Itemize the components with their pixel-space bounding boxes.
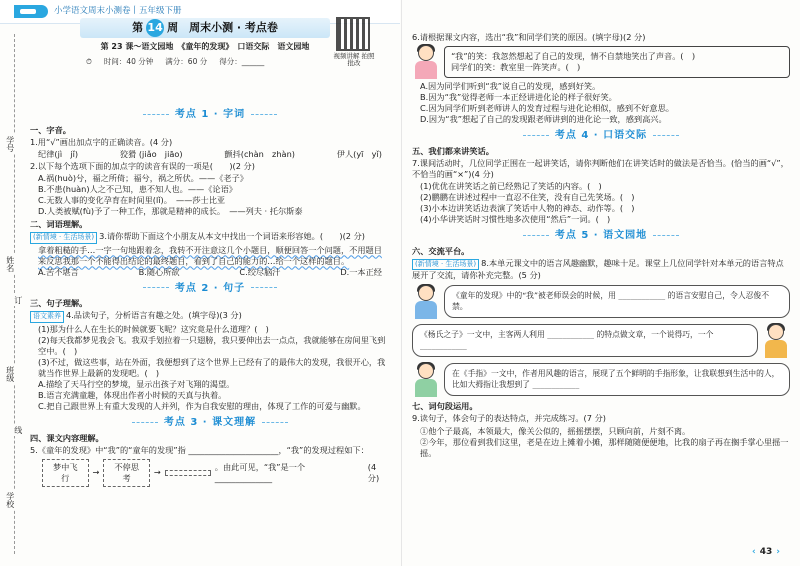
q3-excerpt: 拿着粗糙的手…一字一句地跟着念，我转不开注意这几个小题目，顺便回答一个问题，不用题目来反思我那一个不能得出结论的最终题目，看到了自己的能力的…给一个这样的题目。 — [38, 244, 382, 266]
chevron-right-icon: › — [776, 546, 780, 557]
exam-meta — [80, 57, 330, 67]
q5-score: (4 分) — [367, 461, 380, 483]
arrow-right-icon: → — [92, 467, 100, 478]
week-number-badge: 14 — [146, 19, 164, 37]
girl-avatar — [412, 45, 440, 79]
margin-label-school: 学校 — [5, 492, 15, 508]
left-column — [30, 104, 390, 490]
section-title-6: 六、交流平台。 — [412, 245, 470, 256]
section-heading-kd2: 考点 2 · 句子 — [30, 282, 390, 296]
q6-option-d: D.因为“我”想起了自己的发现跟老师讲到的进化论一致，感到高兴。 — [420, 114, 667, 125]
margin-label-class: 班级 — [5, 366, 15, 382]
section-title-4: 四、课文内容理解。 — [30, 432, 104, 443]
question-5: 5.《童年的发现》中“我”的“童年的发现”指 ______________________，“我”的发现过程如下： — [30, 444, 369, 455]
question-1: 1.用“√”画出加点字的正确读音。(4 分) — [30, 136, 173, 147]
question-7: 7.课间活动时，几位同学正围在一起讲笑话，请你判断他们在讲笑话时的做法是否恰当。(恰当的画“√”，不恰当的画“×”)(4 分) — [412, 157, 789, 179]
full-score: 满分：60 分 — [165, 56, 208, 66]
q8-tag: (新情境 · 生活场景) — [412, 259, 479, 270]
question-3 — [30, 231, 390, 243]
q4-text: 4.品读句子，分析语言有趣之处。(填字母)(3 分) — [66, 310, 242, 321]
margin-label-name: 姓名 — [5, 256, 15, 272]
question-9: 9.读句子，体会句子的表达特点，并完成练习。(7 分) — [412, 413, 606, 424]
q1-option[interactable]: 狡猾 (jiǎo jiāo) — [119, 148, 183, 159]
margin-label-student-no: 学号 — [5, 136, 15, 152]
speech-bubble: 《童年的发现》中的“我”被老师误会的时候，用 ____________ 的语言安慰自己，令人忍俊不禁。 — [444, 285, 790, 318]
dialog-row-2 — [412, 321, 790, 360]
q7-item-2: (2)鹏鹏在讲述过程中一直忍不住笑，没有自己先笑场。( ) — [420, 192, 635, 203]
score-field: 得分：______ — [219, 56, 265, 66]
q3-options — [30, 267, 390, 278]
q7-item-3: (3)小本边讲笑话边表演了笑话中人物的神态、动作等。( ) — [420, 203, 635, 214]
q4-item-2: (2)每天我都梦见我会飞。我双手划拉着一只翅膀，我只要伸出去一点点，我就能够在房间里飞到空中。( ) — [38, 334, 386, 356]
section-title-7: 七、词句段运用。 — [412, 401, 478, 412]
page-divider — [401, 0, 402, 566]
q4-option-a: A.描绘了天马行空的梦境，显示出孩子对飞翔的渴望。 — [38, 379, 235, 389]
chevron-left-icon: ‹ — [752, 546, 756, 557]
question-8 — [412, 258, 790, 282]
q3-option[interactable]: C.绞尽脑汁 — [239, 266, 281, 277]
girl-avatar — [412, 363, 440, 397]
section-title-1: 一、字音。 — [30, 124, 71, 135]
section-title-5: 五、我们都来讲笑话。 — [412, 145, 494, 156]
time-limit: 时间：40 分钟 — [103, 56, 154, 66]
clock-icon: ⏱ — [86, 56, 92, 66]
q2-option-b[interactable]: B.不患(huàn)人之不己知，患不知人也。——《论语》 — [38, 183, 237, 194]
section-heading-kd5: 考点 5 · 语文园地 — [412, 229, 790, 243]
q4-tag: 语文素养 — [30, 311, 64, 322]
q2-option-d[interactable]: D.人类被赋(fù)予了一种工作，那就是精神的成长。 ——列夫 · 托尔斯泰 — [38, 205, 303, 216]
q5-flow — [30, 459, 390, 487]
flow-step: 梦中飞行 — [42, 459, 89, 487]
q7-item-1: (1)优优在讲笑话之前已经熟记了笑话的内容。( ) — [420, 181, 602, 191]
right-column — [412, 24, 790, 459]
section-title-3: 三、句子理解。 — [30, 298, 88, 309]
q3-option[interactable]: A.苦不堪言 — [38, 266, 79, 277]
q2-option-c[interactable]: C.无数人事的变化孕育在时间里(lǐ)。 ——莎士比亚 — [38, 194, 226, 205]
q3-option[interactable]: B.随心所欲 — [138, 266, 180, 277]
q8-text: 8.本单元课文中的语言风趣幽默，趣味十足。课堂上几位同学针对本单元的语言特点展开了交流，请你补充完整。(5 分) — [412, 257, 784, 281]
section-heading-kd1: 考点 1 · 字词 — [30, 108, 390, 122]
q7-item-4: (4)小华讲笑话时习惯性地多次使用“然后”一词。( ) — [420, 214, 611, 225]
section-title-2: 二、词语理解。 — [30, 219, 88, 229]
speech-bubble: 《杨氏之子》一文中，主客两人利用 ____________ 的特点做文章，一个说得巧，一个 ____________ — [412, 324, 758, 357]
q4-option-c: C.把自己跟世界上有重大发现的人并列，作为自我安慰的理由，体现了工作的可爱与幽默。 — [38, 401, 366, 412]
arrow-right-icon: → — [153, 467, 161, 478]
q6-figure — [412, 45, 790, 79]
q4-item-3: (3)不过，做这些事，站在外面，我便想到了这个世界上已经有了的最伟大的发现，我很开心，我就当作世界上最新的发现吧。( ) — [38, 356, 386, 378]
page-title — [80, 18, 330, 38]
q4-option-b: B.语言充满童趣，体现出作者小时候的天真与执着。 — [38, 390, 227, 401]
margin-cut-2: 订 — [13, 296, 23, 304]
question-2: 2.以下每个选项下面的加点字的读音有误的一项是( )(2 分) — [30, 160, 255, 171]
title-prefix: 第 — [132, 21, 144, 34]
question-4 — [30, 310, 390, 322]
q1-option[interactable]: 伊人(yī yǐ) — [336, 148, 382, 159]
q1-options — [30, 149, 390, 160]
boy-avatar — [412, 285, 440, 319]
dialog-row-1 — [412, 282, 790, 321]
q6-option-c: C.因为同学们听到老师讲人的发育过程与进化论相似，感到不好意思。 — [420, 103, 674, 114]
q6-box-line: 同学们的笑：教室里一阵笑声。( ) — [451, 62, 581, 73]
q1-option[interactable]: 颤抖(chàn zhàn) — [224, 148, 295, 159]
scope-line: 第 23 课～语文园地 《童年的发现》 口语交际 语文园地 — [100, 42, 310, 51]
q3-option[interactable]: D.一本正经 — [340, 266, 382, 277]
flow-step-blank[interactable] — [165, 470, 211, 476]
title-suffix: 周 周末小测 · 考点卷 — [167, 21, 278, 34]
page-number — [752, 546, 780, 558]
q6-option-a: A.因为同学们听到“我”说自己的发现，感到好笑。 — [420, 81, 601, 92]
q1-option[interactable]: 纪律(jì jǐ) — [38, 148, 79, 159]
q9-item-2: ②今年，那位看到我们这里，老是在边上摊着小摊，那样随随便便地，比我的扇子再在搁手掌心里摇一摇。 — [420, 436, 789, 458]
series-title: 小学语文周末小测卷丨五年级下册 — [54, 6, 182, 16]
series-logo-icon — [14, 5, 48, 18]
q3-tag: (新情境 · 生活场景) — [30, 232, 97, 243]
q4-item-1: (1)那为什么人在生长的时候就要飞呢？这究竟是什么道理？( ) — [38, 323, 269, 334]
q3-text: 3.请你帮助下面这个小朋友从本文中找出一个词语来形容她。( )(2 分) — [99, 231, 365, 242]
speech-bubble: 在《手指》一文中，作者用风趣的语言，展现了五个鲜明的手指形象，让我联想到生活中的人，比如大拇指让我想到了 ____________ — [444, 363, 790, 396]
section-heading-kd4: 考点 4 · 口语交际 — [412, 129, 790, 143]
dialog-row-3 — [412, 360, 790, 399]
q5-after: 。由此可见，“我”是一个 ______________ — [214, 461, 306, 483]
binding-margin — [0, 24, 28, 566]
question-6: 6.请根据课文内容，选出“我”和同学们笑的原因。(填字母)(2 分) — [412, 32, 646, 42]
q2-option-a[interactable]: A.祸(huò)兮，福之所倚；福兮，祸之所伏。——《老子》 — [38, 172, 248, 183]
qr-caption: 视频讲解 拍照批改 — [333, 52, 375, 68]
page-number-value: 43 — [759, 546, 773, 557]
q9-item-1: ①他个子最高，本领最大，像关公似的，摇摇摆摆，只顾向前，片刻不离。 — [420, 425, 691, 436]
q6-box — [444, 46, 790, 78]
section-heading-kd3: 考点 3 · 课文理解 — [30, 416, 390, 430]
qr-code-icon[interactable] — [336, 17, 370, 51]
margin-cut-3: 线 — [13, 426, 23, 434]
girl-avatar — [762, 324, 790, 358]
flow-step: 不停思考 — [103, 459, 150, 487]
q6-option-b: B.因为“我”觉得老师一本正经讲进化论的样子很好笑。 — [420, 92, 617, 103]
title-band — [80, 18, 330, 66]
q6-box-line: “我”的笑：我忽然想起了自己的发现，情不自禁地笑出了声音。( ) — [451, 51, 696, 61]
